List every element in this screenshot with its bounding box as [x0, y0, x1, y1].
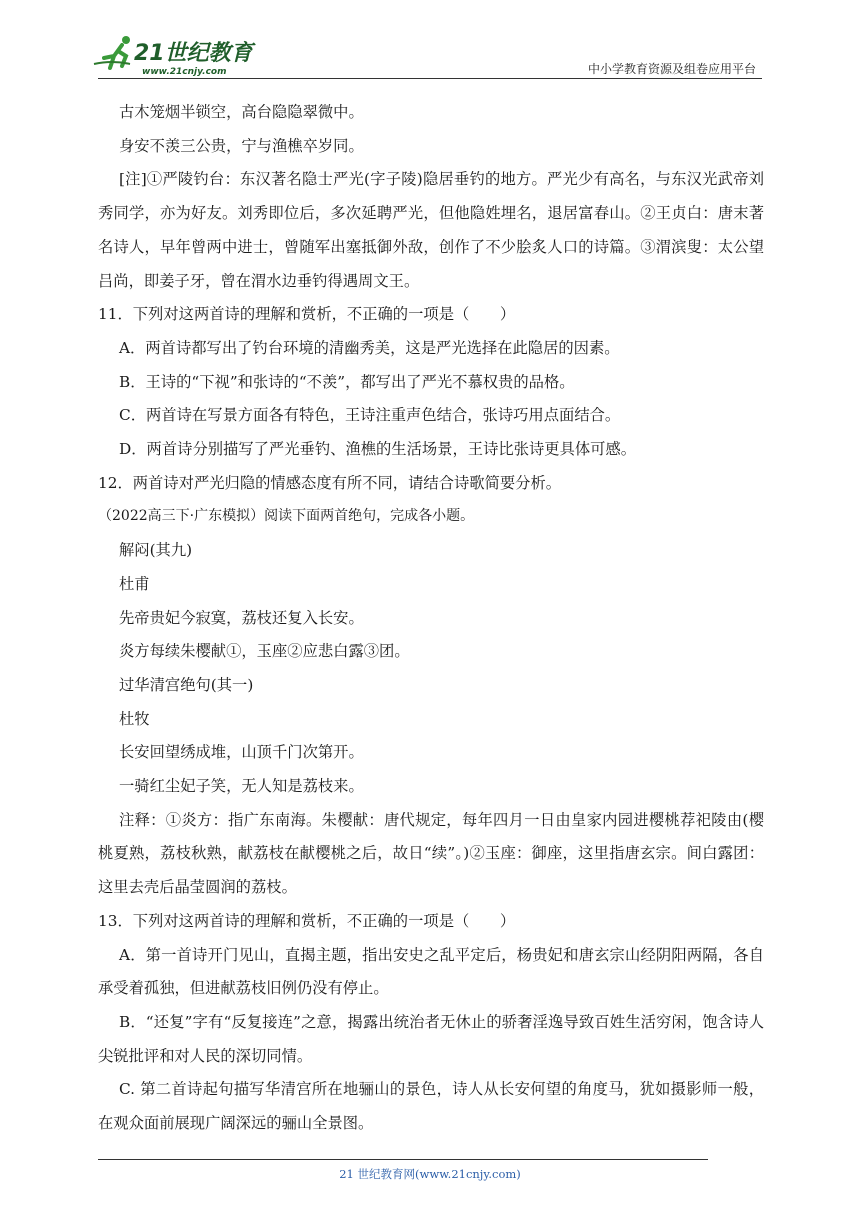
annotation-paragraph: 注释：①炎方：指广东南海。朱樱献：唐代规定，每年四月一日由皇家内园进樱桃荐祀陵由(樱桃夏熟，荔枝秋熟，献荔枝在献樱桃之后，故日“续”。)②玉座：御座，这里指唐玄宗。间白露团：这里去壳后晶莹圆润的荔枝。 [98, 810, 764, 897]
footer-link[interactable]: 21 世纪教育网(www.21cnjy.com) [339, 1167, 521, 1181]
platform-name: 中小学教育资源及组卷应用平台 [587, 62, 756, 76]
option-c: C. 第二首诗起句描写华清宫所在地骊山的景色，诗人从长安何望的角度马，犹如摄影师一般，在观众面前展现广阔深远的骊山全景图。 [98, 1080, 764, 1133]
header-divider [98, 78, 762, 79]
option-c: C．两首诗在写景方面各有特色，王诗注重声色结合，张诗巧用点面结合。 [119, 406, 621, 425]
logo-url: www.21cnjy.com [142, 67, 227, 77]
runner-icon [94, 36, 130, 68]
poem-line: 身安不羡三公贵，宁与渔樵卒岁同。 [119, 136, 364, 155]
poem-line: 先帝贵妃今寂寞，荔枝还复入长安。 [119, 608, 364, 627]
option-b: B．王诗的“下视”和张诗的“不羡”，都写出了严光不慕权贵的品格。 [119, 372, 575, 391]
poem-line: 一骑红尘妃子笑，无人知是荔枝来。 [119, 777, 364, 796]
question-13: 13．下列对这两首诗的理解和赏析，不正确的一项是（ ） [98, 911, 516, 930]
document-body [98, 96, 764, 1141]
poem-title: 解闷(其九) [119, 541, 193, 560]
poem-line: 炎方每续朱樱献①，玉座②应悲白露③团。 [119, 642, 410, 661]
logo [92, 34, 262, 78]
option-d: D．两首诗分别描写了严光垂钓、渔樵的生活场景，王诗比张诗更具体可感。 [119, 440, 637, 459]
poem-line: 长安回望绣成堆，山顶千门次第开。 [119, 743, 364, 762]
poem-title: 过华清宫绝句(其一) [119, 675, 254, 694]
question-12: 12．两首诗对严光归隐的情感态度有所不同，请结合诗歌简要分析。 [98, 473, 562, 492]
question-11: 11．下列对这两首诗的理解和赏析，不正确的一项是（ ） [98, 305, 516, 324]
annotation-paragraph: [注]①严陵钓台：东汉著名隐士严光(字子陵)隐居垂钓的地方。严光少有高名，与东汉光武帝刘秀同学，亦为好友。刘秀即位后，多次延聘严光，但他隐姓埋名，退居富春山。②王贞白：唐末著名诗人，早年曾两中进士，曾随军出塞抵御外敌，创作了不少脍炙人口的诗篇。③渭滨叟：太公望吕尚，即姜子牙，曾在渭水边垂钓得遇周文王。 [98, 170, 764, 290]
poem-author: 杜牧 [119, 709, 150, 728]
footer-divider [98, 1159, 708, 1160]
poem-author: 杜甫 [119, 574, 150, 593]
option-b: B．“还复”字有“反复接连”之意，揭露出统治者无休止的骄奢淫逸导致百姓生活穷闲，饱含诗人尖锐批评和对人民的深切同情。 [98, 1012, 764, 1065]
poem-line: 古木笼烟半锁空，高台隐隐翠微中。 [119, 103, 364, 121]
section-intro: （2022高三下·广东模拟）阅读下面两首绝句，完成各小题。 [98, 508, 475, 525]
option-a: A．两首诗都写出了钓台环境的清幽秀美，这是严光选择在此隐居的因素。 [119, 338, 620, 357]
page-header [0, 0, 860, 82]
logo-text: 21世纪教育 [134, 41, 253, 66]
option-a: A．第一首诗开门见山，直揭主题，指出安史之乱平定后，杨贵妃和唐玄宗山经阴阳两隔，各自承受着孤独，但进献荔枝旧例仍没有停止。 [98, 945, 764, 998]
